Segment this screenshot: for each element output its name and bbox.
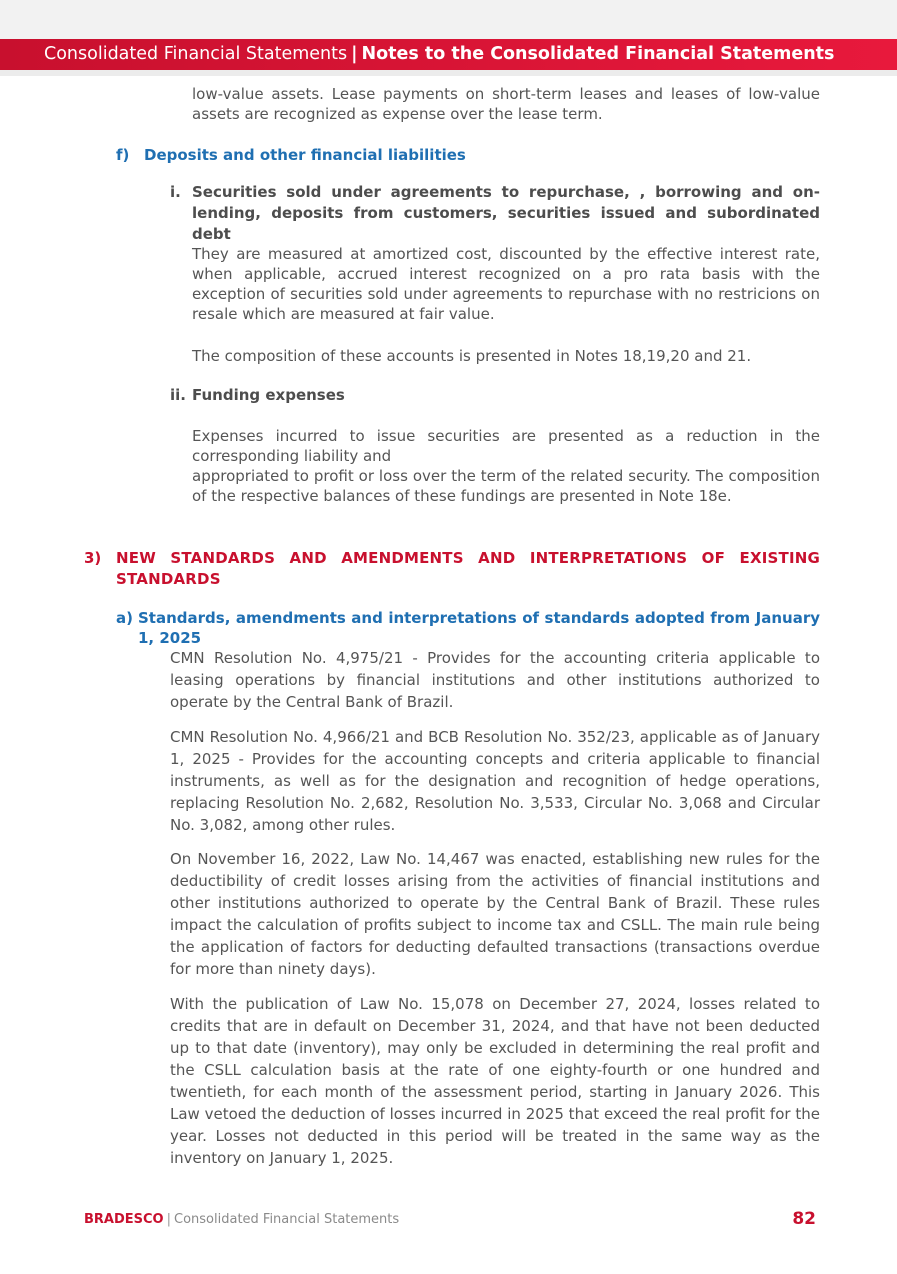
page-number: 82 — [792, 1209, 816, 1229]
footer-doc-title: Consolidated Financial Statements — [174, 1212, 400, 1227]
item-i-paragraph-2: The composition of these accounts is presented in Notes 18,19,20 and 21. — [192, 347, 752, 365]
header-subsection: Notes to the Consolidated Financial Statements — [361, 44, 835, 64]
footer-brand: BRADESCO — [84, 1212, 164, 1227]
item-ii-paragraph-line-2: appropriated to profit or loss over the term of the related security. The composition of the respective balances of these fundings are presented in Note 18e. — [192, 467, 820, 505]
item-ii-marker: ii. — [170, 386, 186, 404]
subsection-a-paragraph-4: With the publication of Law No. 15,078 on December 27, 2024, losses related to credits that are in default on December 31, 2024, and that have not been deducted up to that date (inventory), may only be excluded in determining the real profit and the CSLL calculation basis at the rate of one eighty-fourth or one hundred and twentieth, for each month of the assessment period, starting in January 2026. This Law vetoed the deduction of losses incurred in 2025 that exceed the real profit for the year. Losses not deducted in this period will be treated in the same way as the inventory on January 1, 2025. — [170, 995, 820, 1167]
item-i-title: Securities sold under agreements to repurchase, , borrowing and on-lending, deposits from customers, securities issued and subordinated debt — [192, 183, 820, 243]
item-ii-title: Funding expenses — [192, 386, 345, 404]
section-f-marker: f) — [116, 146, 130, 164]
intro-paragraph: low-value assets. Lease payments on short-term leases and leases of low-value assets are recognized as expense over the lease term. — [192, 85, 820, 123]
top-margin-band — [0, 0, 897, 39]
page-header-bar — [0, 39, 897, 70]
header-separator: | — [351, 44, 358, 64]
footer-separator: | — [166, 1212, 171, 1227]
header-section: Consolidated Financial Statements — [44, 44, 348, 64]
section-3-title: NEW STANDARDS AND AMENDMENTS AND INTERPRETATIONS OF EXISTING STANDARDS — [116, 549, 820, 588]
subsection-a-paragraph-2: CMN Resolution No. 4,966/21 and BCB Resolution No. 352/23, applicable as of January 1, 2025 - Provides for the accounting concepts and criteria applicable to financial instruments, as well as for the designation and recognition of hedge operations, replacing Resolution No. 2,682, Resolution No. 3,533, Circular No. 3,068 and Circular No. 3,082, among other rules. — [170, 728, 820, 834]
page-footer — [84, 1211, 399, 1229]
header-text — [44, 39, 834, 70]
subsection-a-title: Standards, amendments and interpretations of standards adopted from January 1, 2025 — [138, 609, 820, 647]
subsection-a-paragraph-3: On November 16, 2022, Law No. 14,467 was enacted, establishing new rules for the deductibility of credit losses arising from the activities of financial institutions and other institutions authorized to operate by the Central Bank of Brazil. These rules impact the calculation of profits subject to income tax and CSLL. The main rule being the application of factors for deducting defaulted transactions (transactions overdue for more than ninety days). — [170, 850, 820, 978]
subsection-a-paragraph-1: CMN Resolution No. 4,975/21 - Provides for the accounting criteria applicable to leasing operations by financial institutions and other institutions authorized to operate by the Central Bank of Brazil. — [170, 649, 820, 711]
item-i-paragraph-1: They are measured at amortized cost, discounted by the effective interest rate, when applicable, accrued interest recognized on a pro rata basis with the exception of securities sold under agreements to repurchase with no restricions on resale which are measured at fair value. — [192, 245, 820, 323]
subsection-a-marker: a) — [116, 609, 133, 627]
item-ii-paragraph-line-1: Expenses incurred to issue securities are presented as a reduction in the corresponding liability and — [192, 427, 820, 465]
section-3-number: 3) — [84, 549, 102, 567]
item-i-marker: i. — [170, 183, 181, 201]
section-f-title: Deposits and other financial liabilities — [144, 146, 466, 164]
header-shadow-band — [0, 70, 897, 76]
